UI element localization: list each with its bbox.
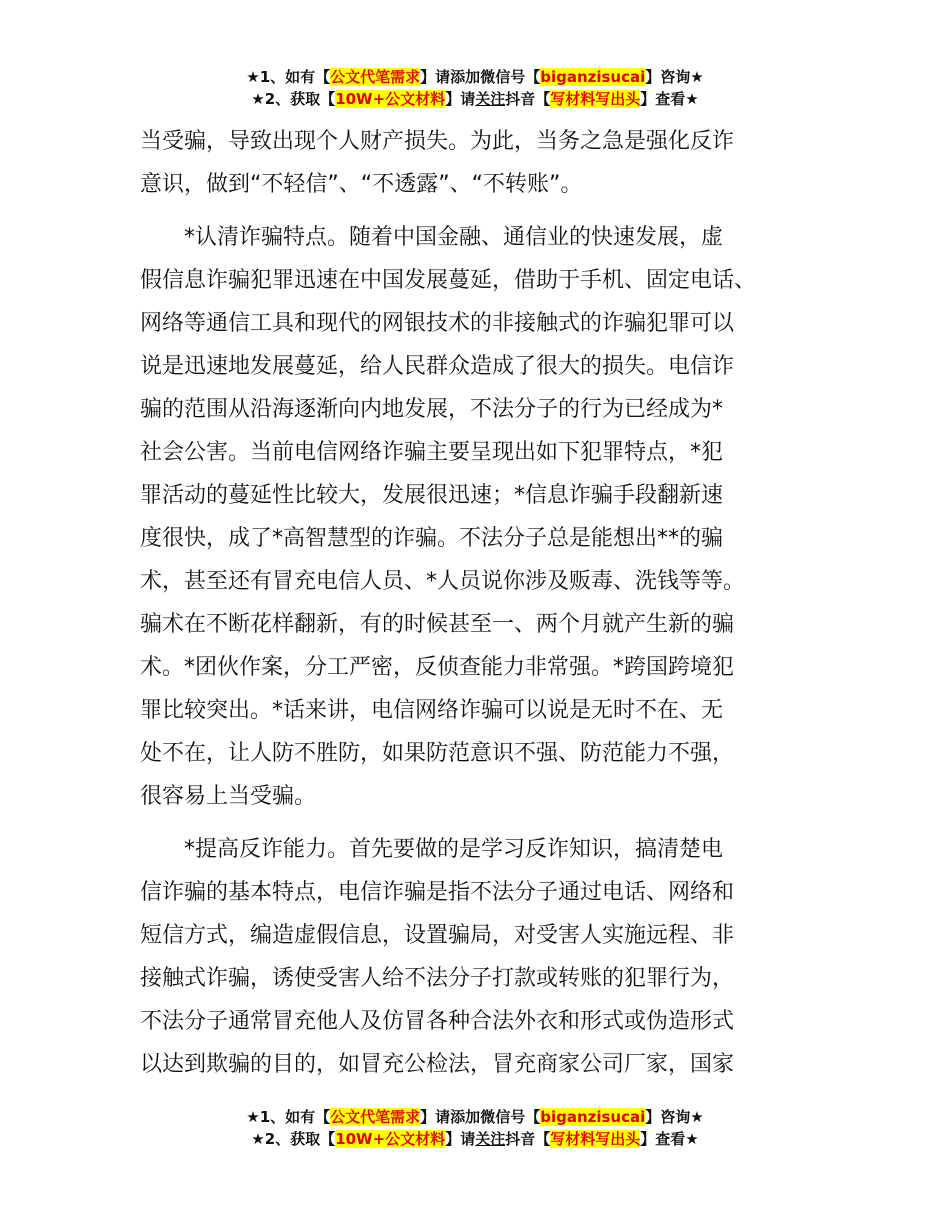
text-line: 术。*团伙作案，分工严密，反侦查能力非常强。*跨国跨境犯: [140, 655, 735, 680]
document-body: [140, 120, 840, 1086]
text-line: 骗的范围从沿海逐渐向内地发展，不法分子的行为已经成为*: [140, 397, 724, 422]
text-line: 很容易上当受骗。: [140, 784, 317, 809]
text-line: 说是迅速地发展蔓延，给人民群众造成了很大的损失。电信诈: [140, 354, 735, 379]
text-line: 当受骗，导致出现个人财产损失。为此，当务之急是强化反诈: [140, 129, 735, 154]
highlight-materials: 10W+公文材料: [335, 90, 446, 108]
text-line: 短信方式，编造虚假信息，设置骗局，对受害人实施远程、非: [140, 923, 735, 948]
paragraph: [140, 828, 840, 1086]
text-line: 意识，做到“不轻信”、“不透露”、“不转账”。: [140, 172, 583, 197]
banner-line-2: ★2、获取【10W+公文材料】请关注抖音【写材料写出头】查看★: [251, 90, 699, 108]
text-line: 度很快，成了*高智慧型的诈骗。不法分子总是能想出**的骗: [140, 526, 724, 551]
footer-banner: [0, 1106, 950, 1150]
highlight-ghostwriting: 公文代笔需求: [330, 68, 421, 86]
text-line: *认清诈骗特点。随着中国金融、通信业的快速发展，虚: [140, 225, 724, 250]
text-line: 不法分子通常冒充他人及仿冒各种合法外衣和形式或伪造形式: [140, 1009, 735, 1034]
highlight-ghostwriting: 公文代笔需求: [330, 1108, 421, 1126]
text-line: 以达到欺骗的目的，如冒充公检法，冒充商家公司厂家，国家: [140, 1052, 735, 1077]
banner-line-1: ★1、如有【公文代笔需求】请添加微信号【biganzisucai】咨询★: [246, 68, 704, 86]
highlight-douyin: 写材料写出头: [550, 1130, 641, 1148]
header-banner: [0, 66, 950, 110]
banner-line-1: ★1、如有【公文代笔需求】请添加微信号【biganzisucai】咨询★: [246, 1108, 704, 1126]
text-line: 社会公害。当前电信网络诈骗主要呈现出如下犯罪特点，*犯: [140, 440, 724, 465]
highlight-douyin: 写材料写出头: [550, 90, 641, 108]
paragraph: [140, 120, 840, 206]
text-line: 接触式诈骗，诱使受害人给不法分子打款或转账的犯罪行为，: [140, 966, 735, 991]
text-line: 处不在，让人防不胜防，如果防范意识不强、防范能力不强，: [140, 741, 735, 766]
text-line: 假信息诈骗犯罪迅速在中国发展蔓延，借助于手机、固定电话、: [140, 268, 757, 293]
highlight-wechat-id: biganzisucai: [540, 1108, 646, 1126]
text-line: 网络等通信工具和现代的网银技术的非接触式的诈骗犯罪可以: [140, 311, 735, 336]
banner-line-2: ★2、获取【10W+公文材料】请关注抖音【写材料写出头】查看★: [251, 1130, 699, 1148]
text-line: 信诈骗的基本特点，电信诈骗是指不法分子通过电话、网络和: [140, 880, 735, 905]
text-line: 罪活动的蔓延性比较大，发展很迅速；*信息诈骗手段翻新速: [140, 483, 724, 508]
text-line: 术，甚至还有冒充电信人员、*人员说你涉及贩毒、洗钱等等。: [140, 569, 746, 594]
text-line: *提高反诈能力。首先要做的是学习反诈知识，搞清楚电: [140, 837, 724, 862]
highlight-wechat-id: biganzisucai: [540, 68, 646, 86]
highlight-materials: 10W+公文材料: [335, 1130, 446, 1148]
paragraph: [140, 216, 840, 818]
text-line: 罪比较突出。*话来讲，电信网络诈骗可以说是无时不在、无: [140, 698, 724, 723]
text-line: 骗术在不断花样翻新，有的时候甚至一、两个月就产生新的骗: [140, 612, 735, 637]
